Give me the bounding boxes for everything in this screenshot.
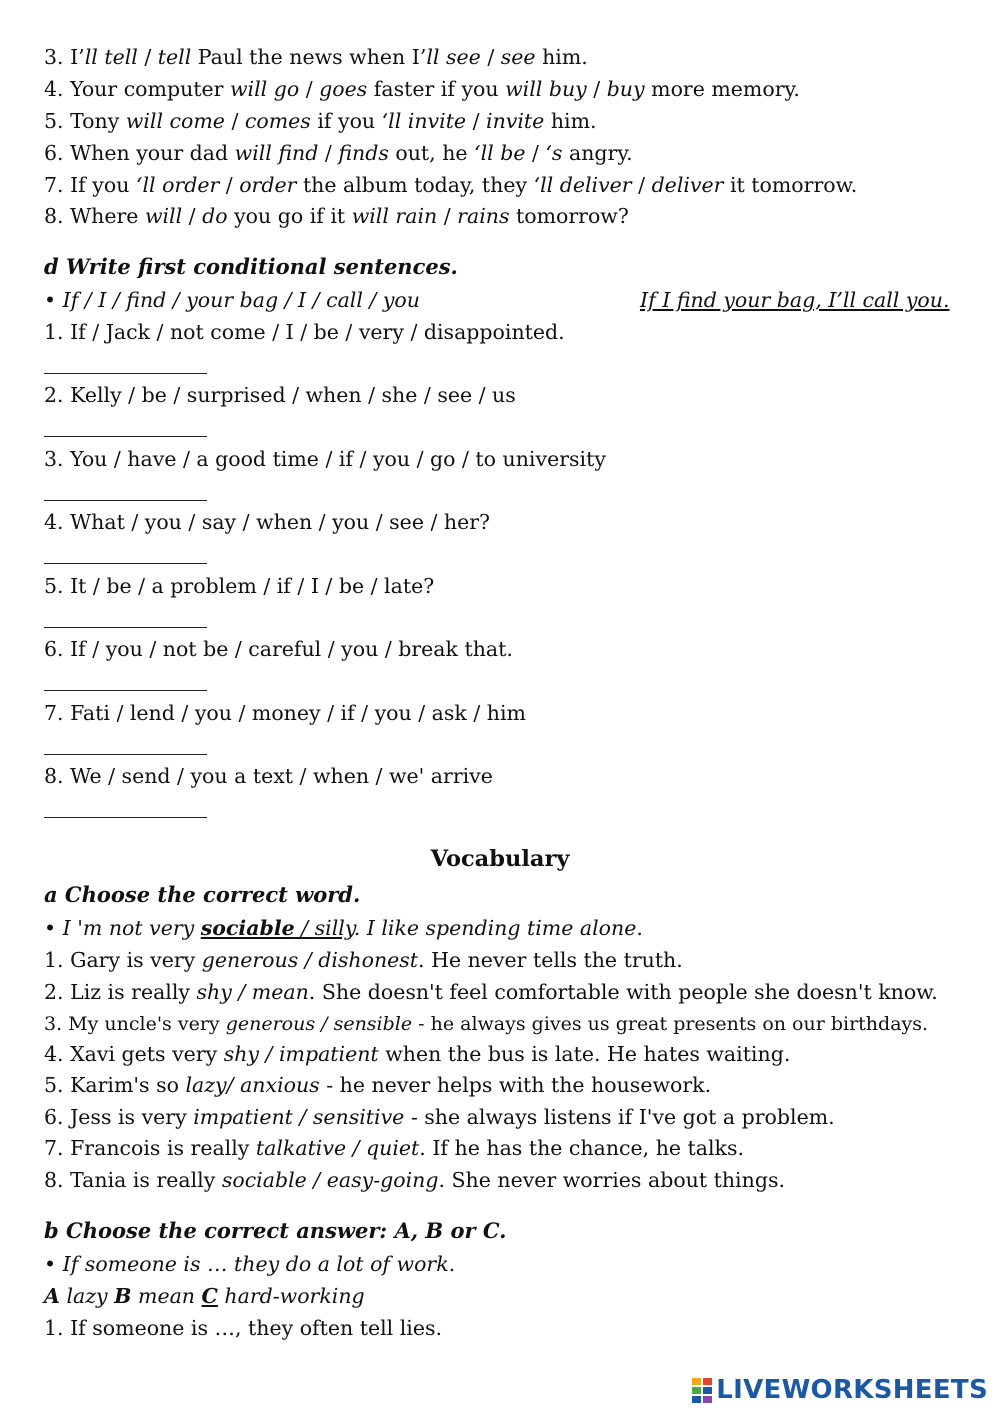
answer-line-3[interactable] (44, 500, 207, 501)
choice-option[interactable]: lazy (185, 1073, 227, 1097)
part-d-item-8: 8. We / send / you a text / when / we' arrive (44, 764, 493, 788)
part-d-item-6: 6. If / you / not be / careful / you / break that. (44, 637, 513, 661)
correct-option-marker: C (201, 1284, 218, 1308)
choice-option[interactable]: generous (225, 1013, 316, 1035)
answer-line-7[interactable] (44, 754, 207, 755)
vocab-a-item-8: 8. Tania is really sociable / easy-going. She never worries about things. (44, 1168, 785, 1192)
liveworksheets-logo-icon (691, 1376, 713, 1404)
answer-line-2[interactable] (44, 436, 207, 437)
choice-option[interactable]: shy (223, 1042, 259, 1066)
part-c-item-7: 7. If you ‘ll order / order the album today, they ‘ll deliver / deliver it tomorrow. (44, 173, 858, 197)
choice-option[interactable]: dishonest (318, 948, 419, 972)
vocab-a-example: • I 'm not very sociable / silly. I like spending time alone. (44, 916, 643, 940)
part-d-example (44, 287, 950, 313)
choice-option[interactable]: generous (201, 948, 299, 972)
answer-line-1[interactable] (44, 373, 207, 374)
choice-option[interactable]: anxious (240, 1073, 320, 1097)
vocabulary-title: Vocabulary (430, 846, 570, 872)
answer-line-5[interactable] (44, 627, 207, 628)
example-answer: If I find your bag, I’ll call you. (640, 288, 950, 312)
vocab-a-item-3: 3. My uncle's very generous / sensible - he always gives us great presents on our birthdays. (44, 1013, 929, 1035)
answer-line-4[interactable] (44, 563, 207, 564)
choice-option[interactable]: impatient (193, 1105, 293, 1129)
vocab-a-item-1: 1. Gary is very generous / dishonest. He never tells the truth. (44, 948, 683, 972)
vocab-b-item-1: 1. If someone is …, they often tell lies. (44, 1316, 442, 1340)
part-d-heading: d Write first conditional sentences. (44, 254, 458, 279)
answer-line-8[interactable] (44, 817, 207, 818)
choice-option[interactable]: sociable (221, 1168, 307, 1192)
part-c-item-6: 6. When your dad will find / finds out, he ‘ll be / ‘s angry. (44, 141, 633, 165)
part-c-item-4: 4. Your computer will go / goes faster if you will buy / buy more memory. (44, 77, 800, 101)
choice-option[interactable]: sensitive (312, 1105, 405, 1129)
choice-option[interactable]: shy (196, 980, 232, 1004)
vocab-part-a-heading: a Choose the correct word. (44, 882, 361, 907)
vocab-a-item-6: 6. Jess is very impatient / sensitive - she always listens if I've got a problem. (44, 1105, 835, 1129)
choice-option[interactable]: impatient (278, 1042, 379, 1066)
part-d-item-3: 3. You / have / a good time / if / you / go / to university (44, 447, 606, 471)
part-c-item-3: 3. I’ll tell / tell Paul the news when I’ll see / see him. (44, 45, 588, 69)
brand-name: LIVEWORKSHEETS (716, 1375, 988, 1405)
vocab-a-item-4: 4. Xavi gets very shy / impatient when the bus is late. He hates waiting. (44, 1042, 791, 1066)
vocab-a-item-5: 5. Karim's so lazy/ anxious - he never helps with the housework. (44, 1073, 712, 1097)
answer-line-6[interactable] (44, 690, 207, 691)
part-c-item-5: 5. Tony will come / comes if you ‘ll invite / invite him. (44, 109, 597, 133)
vocab-part-b-heading: b Choose the correct answer: A, B or C. (44, 1218, 507, 1243)
example-selected-word: sociable (200, 916, 295, 940)
part-d-item-5: 5. It / be / a problem / if / I / be / late? (44, 574, 435, 598)
vocab-b-example: • If someone is … they do a lot of work. (44, 1252, 456, 1276)
example-prompt: • If / I / find / your bag / I / call / you (44, 288, 420, 312)
liveworksheets-logo (691, 1374, 988, 1406)
choice-option[interactable]: mean (251, 980, 309, 1004)
part-d-item-2: 2. Kelly / be / surprised / when / she / see / us (44, 383, 516, 407)
part-d-item-4: 4. What / you / say / when / you / see / her? (44, 510, 491, 534)
part-d-item-7: 7. Fati / lend / you / money / if / you / ask / him (44, 701, 526, 725)
choice-option[interactable]: sensible (333, 1013, 413, 1035)
choice-option[interactable]: talkative (255, 1136, 347, 1160)
vocab-a-item-2: 2. Liz is really shy / mean. She doesn't feel comfortable with people she doesn't know. (44, 980, 938, 1004)
choice-option[interactable]: easy-going (326, 1168, 439, 1192)
choice-option[interactable]: quiet (366, 1136, 420, 1160)
part-d-item-1: 1. If / Jack / not come / I / be / very / disappointed. (44, 320, 565, 344)
vocab-a-item-7: 7. Francois is really talkative / quiet. If he has the chance, he talks. (44, 1136, 745, 1160)
part-c-item-8: 8. Where will / do you go if it will rain / rains tomorrow? (44, 204, 629, 228)
vocab-b-example-options: A lazy B mean C hard-working (44, 1284, 365, 1308)
